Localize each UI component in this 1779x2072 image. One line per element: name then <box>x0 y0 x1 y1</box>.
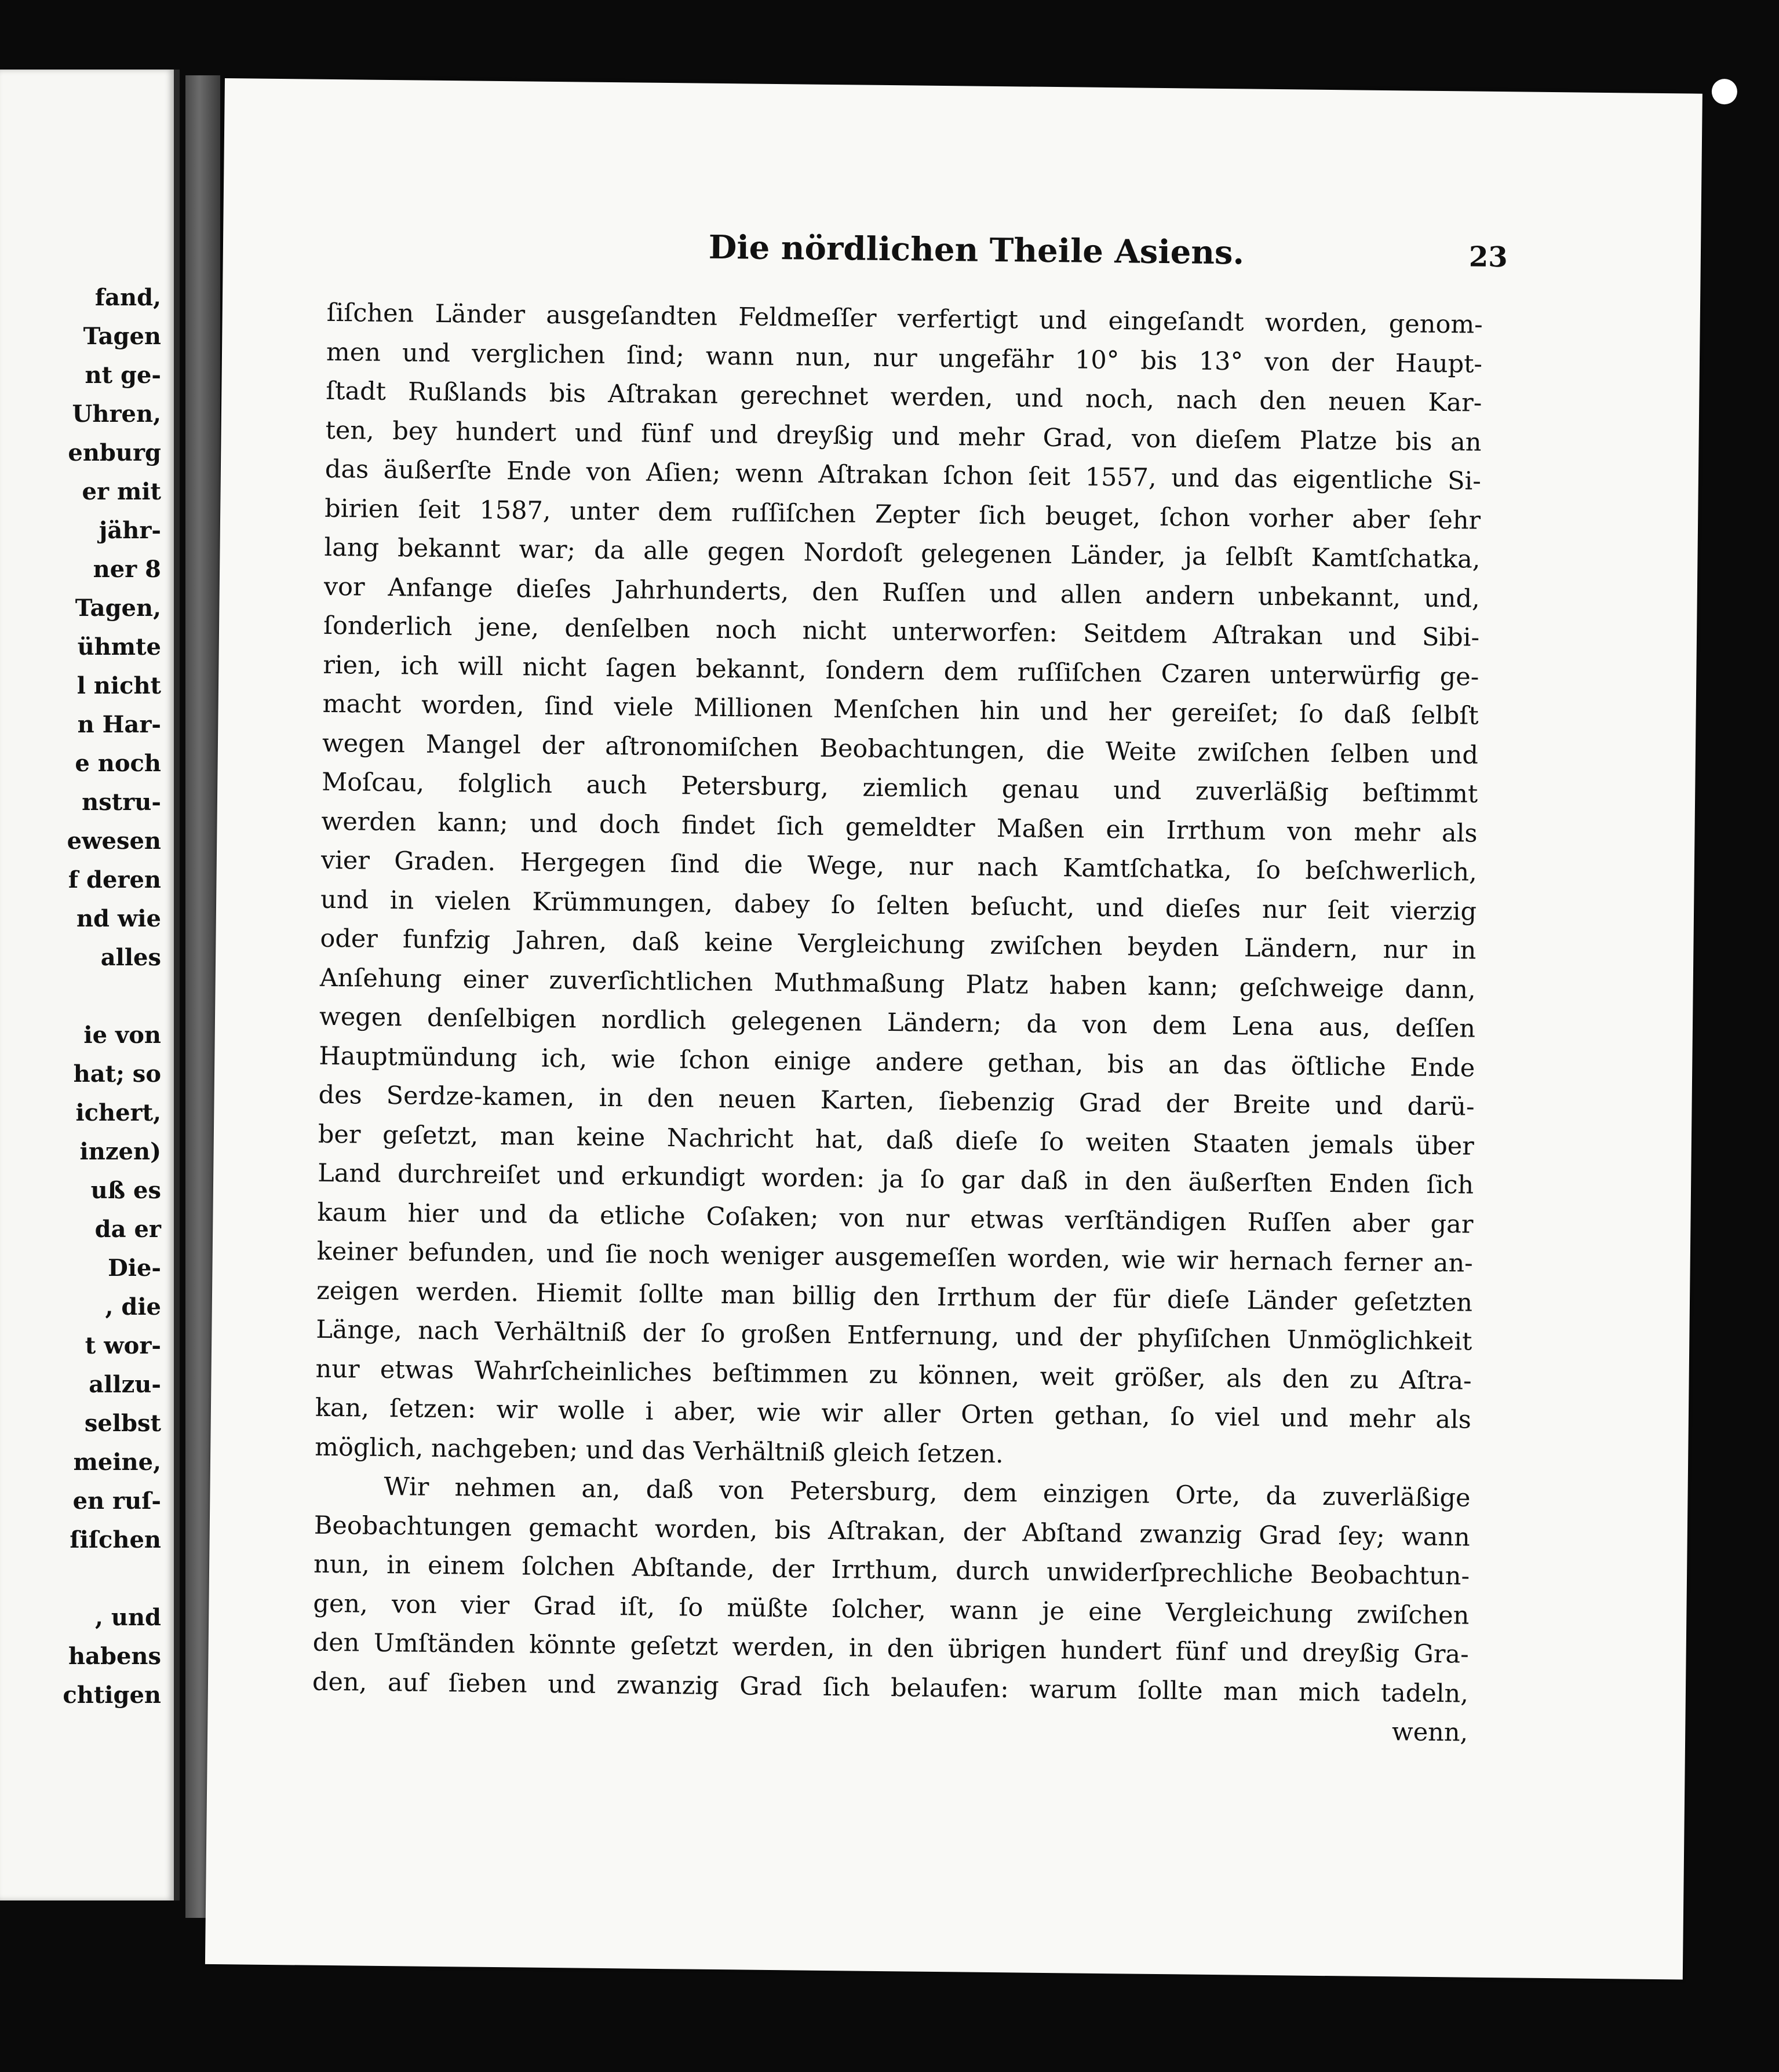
previous-page-text <box>63 278 161 1714</box>
page-number: 23 <box>1468 240 1508 274</box>
left-line: jähr- <box>99 517 161 544</box>
left-line: l nicht <box>76 672 161 699</box>
left-line: fand, <box>94 284 161 311</box>
left-line: ſiſchen <box>70 1526 161 1553</box>
text-line: zeigen werden. Hiemit ſollte man billig den Irrthum der für dieſe Länder geſetzten <box>316 1276 1473 1318</box>
text-line: ten, bey hundert und fünf und dreyßig und mehr Grad, von dieſem Platze bis an <box>325 415 1482 457</box>
text-line: birien ſeit 1587, unter dem ruſſiſchen Zepter ſich beuget, ſchon vorher aber ſehr <box>324 494 1481 535</box>
text-line: Hauptmündung ich, wie ſchon einige andere gethan, bis an das öſtliche Ende <box>319 1041 1475 1083</box>
catchword: wenn, <box>1391 1717 1468 1748</box>
left-line: , und <box>95 1604 161 1631</box>
left-line: er mit <box>82 478 161 505</box>
left-line: alles <box>100 944 161 971</box>
left-line: ühmte <box>77 633 161 661</box>
text-line: lang bekannt war; da alle gegen Nordoſt gelegenen Länder, ja ſelbſt Kamtſchatka, <box>324 532 1481 574</box>
left-line: inzen) <box>79 1138 161 1165</box>
text-line: den Umſtänden könnte geſetzt werden, in den übrigen hundert fünf und dreyßig Gra- <box>312 1628 1469 1669</box>
left-line: allzu- <box>89 1371 161 1398</box>
left-line <box>63 977 161 1016</box>
text-line: den, auf ſieben und zwanzig Grad ſich belaufen: warum ſollte man mich tadeln, <box>312 1667 1469 1709</box>
left-line: meine, <box>73 1449 161 1476</box>
left-line: Tagen, <box>75 594 161 622</box>
left-line: chtigen <box>63 1681 161 1709</box>
text-line: men und verglichen ſind; wann nun, nur ungefähr 10° bis 13° von der Haupt- <box>326 337 1483 379</box>
left-line: ewesen <box>67 827 161 855</box>
text-line: und in vielen Krümmungen, dabey ſo ſelten beſucht, und dieſes nur ſeit vierzig <box>320 885 1477 926</box>
text-line: nur etwas Wahrſcheinliches beſtimmen zu können, weit größer, als den zu Aſtra- <box>315 1354 1472 1396</box>
text-line: möglich, nachgeben; und das Verhältniß gleich ſetzen. <box>315 1432 1004 1469</box>
text-line: wegen Mangel der aſtronomiſchen Beobachtungen, die Weite zwiſchen ſelben und <box>322 728 1479 770</box>
left-line: , die <box>105 1293 161 1320</box>
left-line: enburg <box>68 439 161 466</box>
text-line: wegen denſelbigen nordlich gelegenen Ländern; da von dem Lena aus, deſſen <box>319 1002 1476 1044</box>
left-line: ner 8 <box>93 556 161 583</box>
left-line: Uhren, <box>72 400 161 428</box>
left-line: ie von <box>83 1022 161 1049</box>
left-line: Die- <box>108 1254 161 1282</box>
left-line: hat; so <box>73 1060 161 1088</box>
left-line: selbst <box>84 1410 161 1437</box>
text-line: gen, von vier Grad iſt, ſo müßte ſolcher, wann je eine Vergleichung zwiſchen <box>313 1589 1470 1630</box>
text-line: Land durchreiſet und erkundigt worden: ja ſo gar daß in den äußerſten Enden ſich <box>317 1158 1474 1200</box>
text-line: ſtadt Rußlands bis Aſtrakan gerechnet werden, und noch, nach den neuen Kar- <box>326 376 1482 418</box>
page-header <box>223 223 1701 291</box>
left-line: nt ge- <box>85 362 161 389</box>
text-line: Moſcau, folglich auch Petersburg, ziemlich genau und zuverläßig beſtimmt <box>322 767 1478 809</box>
text-line: rien, ich will nicht ſagen bekannt, ſondern dem ruſſiſchen Czaren unterwürfig ge- <box>323 650 1479 692</box>
left-line: en ruſ- <box>72 1487 161 1515</box>
text-line: macht worden, ſind viele Millionen Menſchen hin und her gereiſet; ſo daß ſelbſt <box>322 689 1479 731</box>
left-line: n Har- <box>77 711 161 738</box>
left-line: nstru- <box>82 789 161 816</box>
running-head: Die nördlichen Theile Asiens. <box>708 228 1245 272</box>
left-line: nd wie <box>76 905 161 932</box>
text-line: kan, ſetzen: wir wolle i aber, wie wir aller Orten gethan, ſo viel und mehr als <box>315 1393 1472 1435</box>
left-line: Tagen <box>83 323 161 350</box>
book-page <box>205 78 1703 1980</box>
paper-blemish <box>1712 79 1737 104</box>
body-text <box>312 294 1483 1753</box>
previous-page-fragment <box>0 70 180 1900</box>
left-line: e noch <box>75 750 161 777</box>
text-line: ſiſchen Länder ausgeſandten Feldmeſſer verfertigt und eingeſandt worden, genom- <box>326 298 1483 340</box>
text-line: ſonderlich jene, denſelben noch nicht unterworfen: Seitdem Aſtrakan und Sibi- <box>323 611 1480 652</box>
text-line: Länge, nach Verhältniß der ſo großen Entfernung, und der phyſiſchen Unmöglichkeit <box>316 1315 1472 1356</box>
left-line: f deren <box>68 866 161 893</box>
text-line: kaum hier und da etliche Coſaken; von nur etwas verſtändigen Ruſſen aber gar <box>317 1198 1474 1239</box>
left-line: t wor- <box>85 1332 161 1359</box>
text-line: das äußerſte Ende von Aſien; wenn Aſtrakan ſchon ſeit 1557, und das eigentliche Si- <box>325 454 1482 496</box>
text-line: des Serdze-kamen, in den neuen Karten, ſiebenzig Grad der Breite und darü- <box>318 1080 1475 1122</box>
text-line: Wir nehmen an, daß von Petersburg, dem einzigen Orte, da zuverläßige <box>384 1472 1471 1513</box>
left-line <box>63 1559 161 1598</box>
left-line: habens <box>68 1643 161 1670</box>
text-line: vier Graden. Hergegen ſind die Wege, nur nach Kamtſchatka, ſo beſchwerlich, <box>320 845 1478 887</box>
text-line: ber geſetzt, man keine Nachricht hat, daß dieſe ſo weiten Staaten jemals über <box>318 1119 1475 1161</box>
text-line: Anſehung einer zuverſichtlichen Muthmaßung Platz haben kann; geſchweige dann, <box>319 963 1476 1005</box>
left-line: uß es <box>90 1177 161 1204</box>
text-line: vor Anfange dieſes Jahrhunderts, den Ruſſen und allen andern unbekannt, und, <box>323 572 1480 614</box>
text-line: keiner befunden, und ſie noch weniger ausgemeſſen worden, wie wir hernach ferner an- <box>316 1236 1473 1278</box>
text-line: oder funfzig Jahren, daß keine Vergleichung zwiſchen beyden Ländern, nur in <box>320 924 1477 965</box>
left-line: da er <box>94 1216 161 1243</box>
left-line: ichert, <box>75 1099 161 1126</box>
text-line: nun, in einem ſolchen Abſtande, der Irrthum, durch unwiderſprechliche Beobachtun- <box>313 1549 1470 1591</box>
text-line: werden kann; und doch findet ſich gemeldter Maßen ein Irrthum von mehr als <box>321 807 1478 848</box>
text-line: Beobachtungen gemacht worden, bis Aſtrakan, der Abſtand zwanzig Grad ſey; wann <box>313 1511 1471 1552</box>
